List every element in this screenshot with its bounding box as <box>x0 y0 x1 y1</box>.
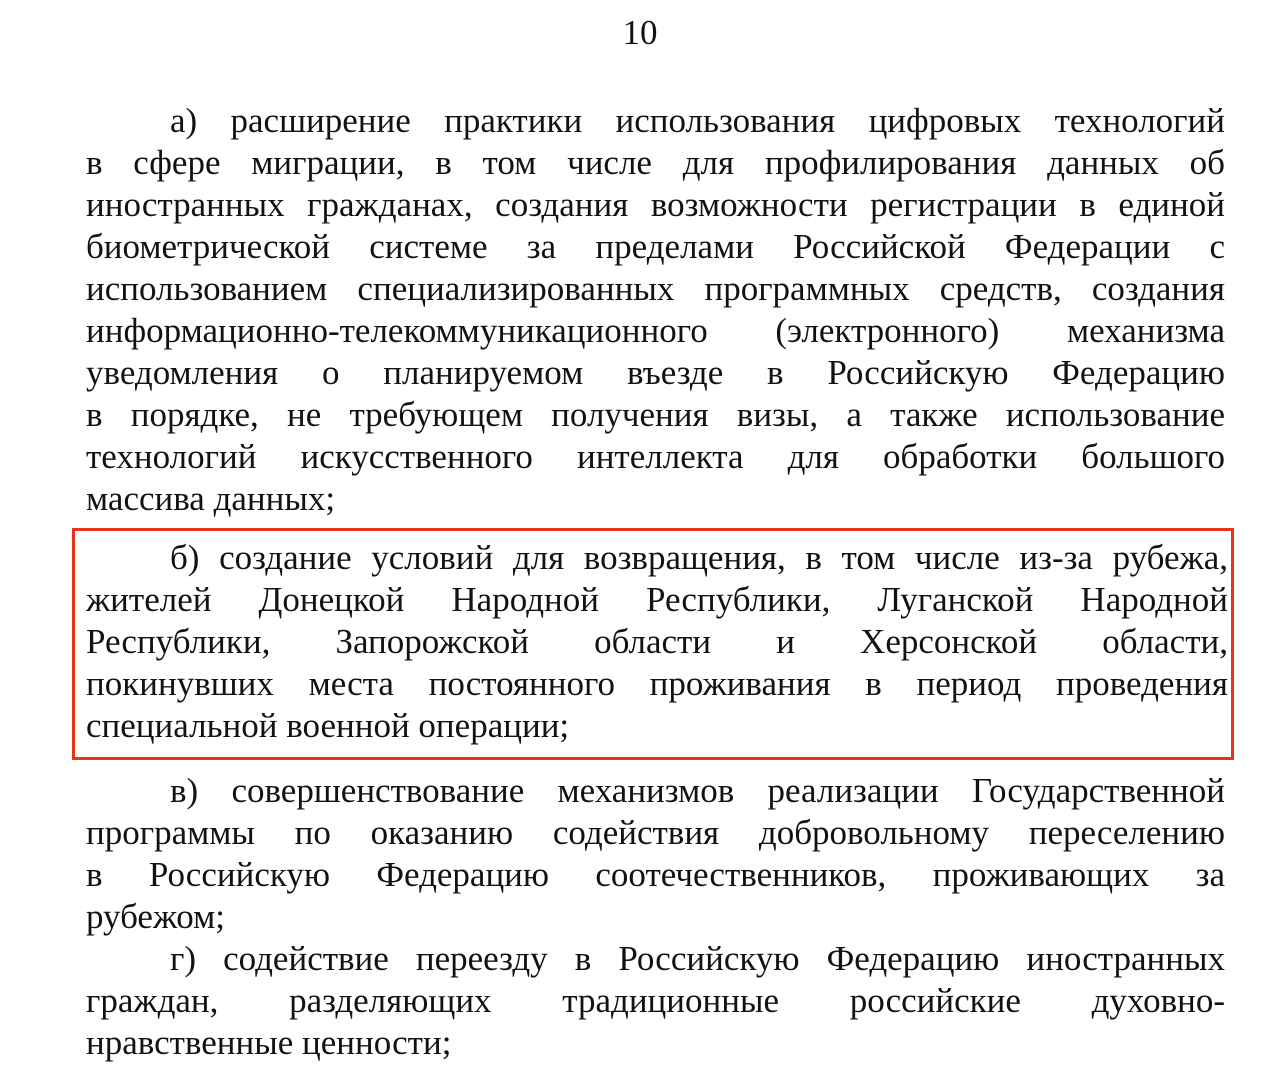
text-line: технологий искусственного интеллекта для обработки большого <box>86 437 1225 476</box>
text-line: нравственные ценности; <box>86 1023 452 1062</box>
paragraph-a <box>86 100 1225 520</box>
paragraph-g <box>86 938 1225 1064</box>
text-line: жителей Донецкой Народной Республики, Луганской Народной <box>86 580 1228 619</box>
text-line: биометрической системе за пределами Российской Федерации с <box>86 227 1225 266</box>
highlight-box <box>72 528 1234 760</box>
text-line: г) содействие переезду в Российскую Федерацию иностранных <box>170 939 1225 978</box>
text-line: б) создание условий для возвращения, в том числе из-за рубежа, <box>170 538 1228 577</box>
text-line: в Российскую Федерацию соотечественников, проживающих за <box>86 855 1225 894</box>
text-line: уведомления о планируемом въезде в Российскую Федерацию <box>86 353 1225 392</box>
text-line: рубежом; <box>86 897 225 936</box>
text-line: в сфере миграции, в том числе для профилирования данных об <box>86 143 1225 182</box>
page-number: 10 <box>622 13 658 52</box>
text-line: специальной военной операции; <box>86 706 570 745</box>
text-line: а) расширение практики использования цифровых технологий <box>170 101 1225 140</box>
text-line: иностранных гражданах, создания возможности регистрации в единой <box>86 185 1225 224</box>
text-line: массива данных; <box>86 479 336 518</box>
text-line: информационно-телекоммуникационного (электронного) механизма <box>86 311 1225 350</box>
text-line: использованием специализированных программных средств, создания <box>86 269 1225 308</box>
text-line: в) совершенствование механизмов реализации Государственной <box>170 771 1225 810</box>
text-line: Республики, Запорожской области и Херсонской области, <box>86 622 1228 661</box>
paragraph-b <box>86 537 1228 747</box>
text-line: граждан, разделяющих традиционные российские духовно- <box>86 981 1225 1020</box>
text-line: программы по оказанию содействия добровольному переселению <box>86 813 1225 852</box>
document-body <box>86 100 1228 1064</box>
text-line: покинувших места постоянного проживания в период проведения <box>86 664 1228 703</box>
paragraph-v <box>86 770 1225 938</box>
text-line: в порядке, не требующем получения визы, а также использование <box>86 395 1225 434</box>
